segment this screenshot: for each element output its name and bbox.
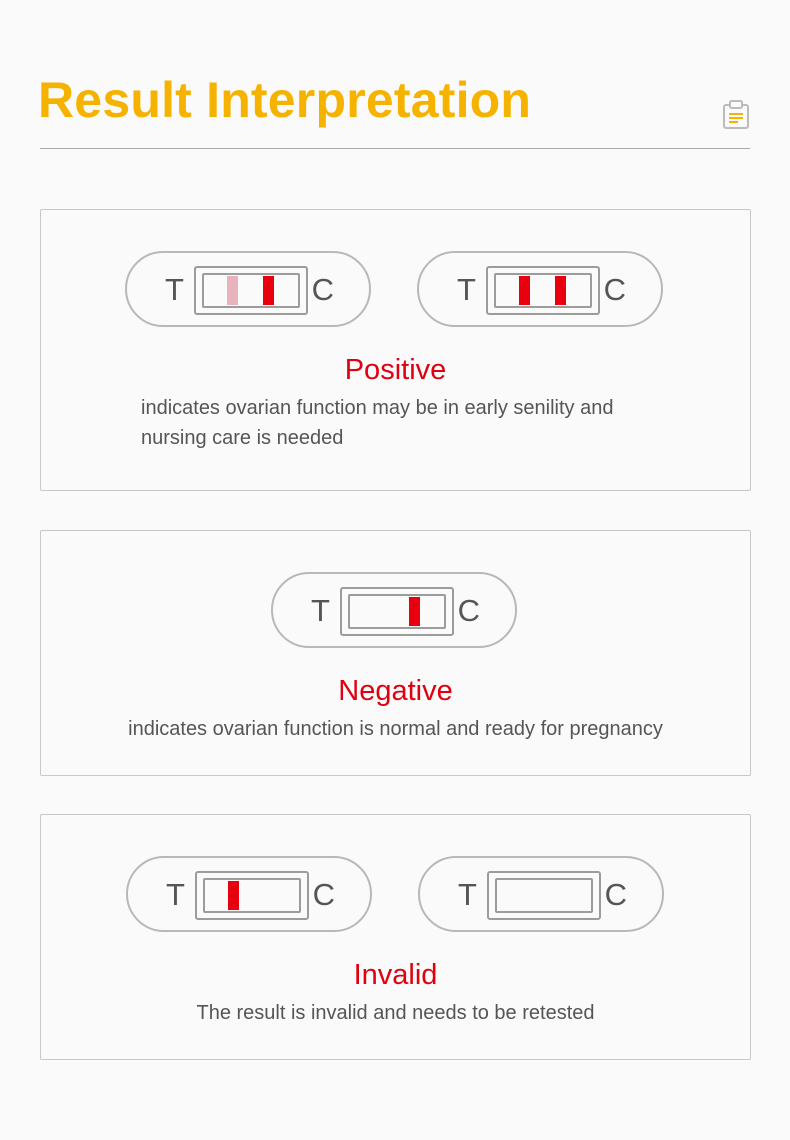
result-title-negative: Negative bbox=[338, 675, 453, 707]
strip-window bbox=[194, 266, 308, 315]
test-band bbox=[227, 276, 238, 305]
strip-window bbox=[340, 587, 454, 636]
invalid-card bbox=[40, 814, 751, 1060]
result-title-invalid: Invalid bbox=[353, 959, 438, 991]
strip-window bbox=[486, 266, 600, 315]
control-line-label: C bbox=[312, 877, 335, 912]
test-line-label: T bbox=[166, 877, 185, 912]
test-band bbox=[228, 881, 239, 910]
control-line-label: C bbox=[457, 593, 480, 628]
control-line-label: C bbox=[311, 272, 334, 307]
result-description-positive: indicates ovarian function may be in early senility and nursing care is needed bbox=[141, 397, 614, 449]
result-description-negative: indicates ovarian function is normal and ready for pregnancy bbox=[128, 718, 663, 740]
result-title-positive: Positive bbox=[344, 354, 447, 386]
negative-card bbox=[40, 530, 751, 776]
control-band bbox=[263, 276, 274, 305]
test-line-label: T bbox=[458, 877, 477, 912]
strip-window bbox=[195, 871, 309, 920]
test-line-label: T bbox=[457, 272, 476, 307]
control-band bbox=[409, 597, 420, 626]
control-line-label: C bbox=[604, 877, 627, 912]
clipboard-icon[interactable] bbox=[722, 100, 750, 130]
test-strip bbox=[125, 251, 371, 327]
strip-window bbox=[487, 871, 601, 920]
test-strip bbox=[417, 251, 663, 327]
test-strip bbox=[271, 572, 517, 648]
control-line-label: C bbox=[603, 272, 626, 307]
test-line-label: T bbox=[311, 593, 330, 628]
header-divider bbox=[40, 148, 750, 149]
page-title: Result Interpretation bbox=[38, 72, 532, 128]
test-strip bbox=[418, 856, 664, 932]
positive-card bbox=[40, 209, 751, 491]
result-description-invalid: The result is invalid and needs to be retested bbox=[196, 1002, 595, 1024]
test-strip bbox=[126, 856, 372, 932]
test-line-label: T bbox=[165, 272, 184, 307]
test-band bbox=[519, 276, 530, 305]
control-band bbox=[555, 276, 566, 305]
